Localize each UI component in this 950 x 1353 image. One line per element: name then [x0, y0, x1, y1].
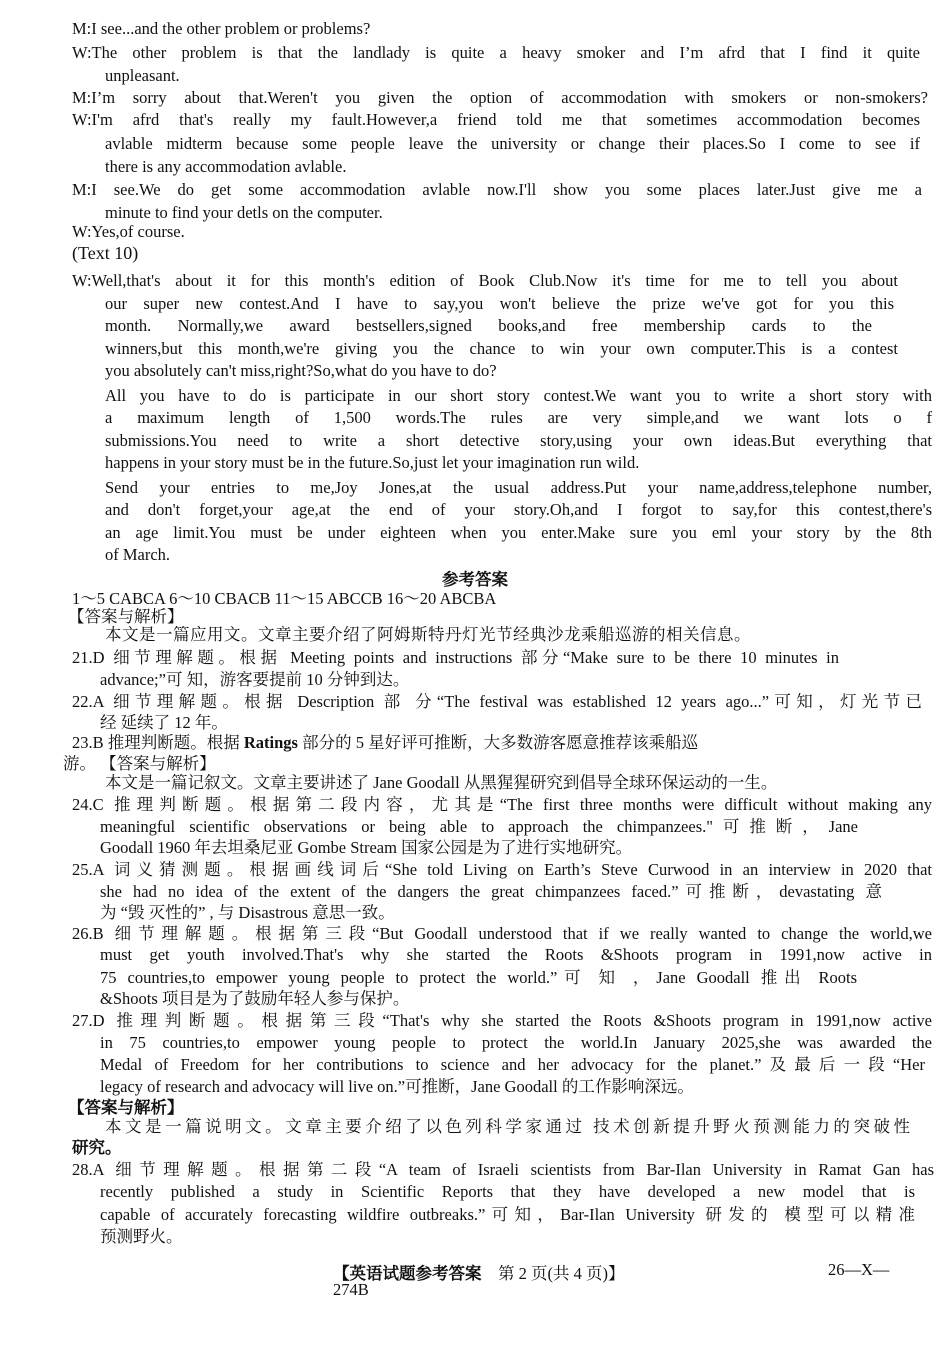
answer-item: 为 “毁 灭性的” , 与 Disastrous 意思一致。	[100, 903, 395, 922]
footer-title-text: 【英语试题参考答案	[333, 1264, 482, 1283]
dialogue-line: there is any accommodation avlable.	[105, 157, 347, 176]
answer-item-text: 部分的 5 星好评可推断，大多数游客愿意推荐该乘船巡	[297, 733, 699, 752]
footer-page: 第 2 页(共 4 页)】	[498, 1264, 625, 1283]
answer-item: 预测野火。	[100, 1227, 183, 1246]
dialogue-line: W:Yes,of course.	[72, 222, 185, 241]
answer-item: 24.C 推理判断题。根据第二段内容，尤其是“The first three months were difficult without making any	[72, 795, 932, 814]
answer-item: advance;”可 知，游客要提前 10 分钟到达。	[100, 670, 410, 689]
text10-line: happens in your story must be in the future.So,just let your imagination run wild.	[105, 453, 640, 472]
analysis-label: 【答案与解析】	[68, 1098, 184, 1117]
text10-line: of March.	[105, 545, 171, 564]
footer-code-line2: 274B	[333, 1280, 369, 1299]
answer-item: 28.A 细节理解题。根据第二段“A team of Israeli scientists from Bar-Ilan University in Ramat Gan has	[72, 1160, 934, 1179]
answer-item: Goodall 1960 年去坦桑尼亚 Gombe Stream 国家公园是为了进行实地研究。	[100, 838, 633, 857]
answer-item	[72, 733, 698, 753]
answer-item: 27.D 推理判断题。根据第三段“That's why she started the Roots &Shoots program in 1991,now active	[72, 1011, 932, 1030]
text10-line: and don't forget,your age,at the end of your story.Oh,and I forgot to say,for this contest,there's	[105, 500, 932, 519]
text10-line: an age limit.You must be under eighteen when you enter.Make sure you eml your story by the 8th	[105, 523, 932, 542]
text10-line: Send your entries to me,Joy Jones,at the usual address.Put your name,address,telephone number,	[105, 478, 932, 497]
text10-line: you absolutely can't miss,right?So,what do you have to do?	[105, 361, 497, 380]
text10-line: submissions.You need to write a short detective story,using your own ideas.But everything that	[105, 431, 932, 450]
answer-item: 游。 【答案与解析】	[63, 754, 216, 773]
dialogue-line: M:I see...and the other problem or problems?	[72, 19, 371, 38]
text10-heading: (Text 10)	[72, 243, 139, 263]
passage-intro: 本文是一篇记叙文。文章主要讲述了 Jane Goodall 从黑猩猩研究到倡导全球环保运动的一生。	[105, 773, 778, 792]
answer-item: in 75 countries,to empower young people to protect the world.In January 2025,she was awarded the	[100, 1033, 932, 1052]
footer-title	[333, 1260, 625, 1284]
answer-item-text: 23.B 推理判断题。根据	[72, 733, 244, 752]
text10-line: All you have to do is participate in our short story contest.We want you to write a short story with	[105, 386, 932, 405]
answer-item: 经 延续了 12 年。	[100, 713, 228, 732]
text10-line: winners,but this month,we're giving you the chance to win your own computer.This is a contest	[105, 339, 898, 358]
text10-line: our super new contest.And I have to say,you won't believe the prize we've got for you this	[105, 294, 894, 313]
dialogue-line: W:I'm afrd that's really my fault.However,a friend told me that sometimes accommodation becomes	[72, 110, 920, 129]
answer-item: 25.A 词义猜测题。根据画线词后“She told Living on Earth’s Steve Curwood in an interview in 2020 that	[72, 860, 932, 879]
answer-key: 1～5 CABCA 6～10 CBACB 11～15 ABCCB 16～20 ABCBA	[72, 589, 497, 608]
dialogue-line: minute to find your detls on the computer.	[105, 203, 383, 222]
text10-line: month. Normally,we award bestsellers,signed books,and free membership cards to the	[105, 316, 872, 335]
answer-item: legacy of research and advocacy will live on.”可推断，Jane Goodall 的工作影响深远。	[100, 1077, 694, 1096]
answer-item: recently published a study in Scientific Reports that they have developed a new model that is	[100, 1182, 915, 1201]
answer-item: 26.B 细节理解题。根据第三段“But Goodall understood that if we really wanted to change the world,we	[72, 924, 932, 943]
answer-item: 21.D 细节理解题。根据 Meeting points and instructions 部分“Make sure to be there 10 minutes in	[72, 648, 839, 667]
dialogue-line: M:I’m sorry about that.Weren't you given the option of accommodation with smokers or non-smokers?	[72, 88, 928, 107]
answer-item: she had no idea of the extent of the dangers the great chimpanzees faced.”可推断，devastating 意	[100, 882, 882, 901]
dialogue-line: M:I see.We do get some accommodation avlable now.I'll show you some places later.Just give me a	[72, 180, 922, 199]
answer-item-bold: Ratings	[243, 733, 298, 752]
answer-item: 22.A 细节理解题。根据 Description 部 分“The festival was established 12 years ago...”可知，灯光节已	[72, 692, 922, 711]
answer-item: 75 countries,to empower young people to protect the world.”可 知 ，Jane Goodall 推出 Roots	[100, 968, 857, 987]
text10-line: a maximum length of 1,500 words.The rules are very simple,and we want lots o f	[105, 408, 932, 427]
answer-item: meaningful scientific observations or being able to approach the chimpanzees."可推断，Jane	[100, 817, 858, 836]
answer-item: capable of accurately forecasting wildfire outbreaks.”可知，Bar-Ilan University 研发的 模型可以精准	[100, 1205, 915, 1224]
dialogue-line: W:The other problem is that the landlady is quite a heavy smoker and I’m afrd that I find it quite	[72, 43, 920, 62]
dialogue-line: avlable midterm because some people leave the university or change their places.So I come to see if	[105, 134, 920, 153]
answer-item: Medal of Freedom for her contributions to science and her advocacy for the planet.”及最后一段“Her	[100, 1055, 925, 1074]
passage-intro: 本文是一篇说明文。文章主要介绍了以色列科学家通过 技术创新提升野火预测能力的突破性	[105, 1117, 910, 1136]
passage-intro: 研究。	[72, 1138, 122, 1157]
answer-item: must get youth involved.That's why she started the Roots &Shoots program in 1991,now active in	[100, 945, 932, 964]
answers-title: 参考答案	[442, 570, 508, 589]
passage-intro: 本文是一篇应用文。文章主要介绍了阿姆斯特丹灯光节经典沙龙乘船巡游的相关信息。	[105, 625, 751, 644]
text10-line: W:Well,that's about it for this month's edition of Book Club.Now it's time for me to tell you about	[72, 271, 898, 290]
dialogue-line: unpleasant.	[105, 66, 180, 85]
answer-item: &Shoots 项目是为了鼓励年轻人参与保护。	[100, 989, 410, 1008]
footer-code: 26—X—	[828, 1260, 890, 1279]
analysis-label: 【答案与解析】	[68, 607, 184, 626]
